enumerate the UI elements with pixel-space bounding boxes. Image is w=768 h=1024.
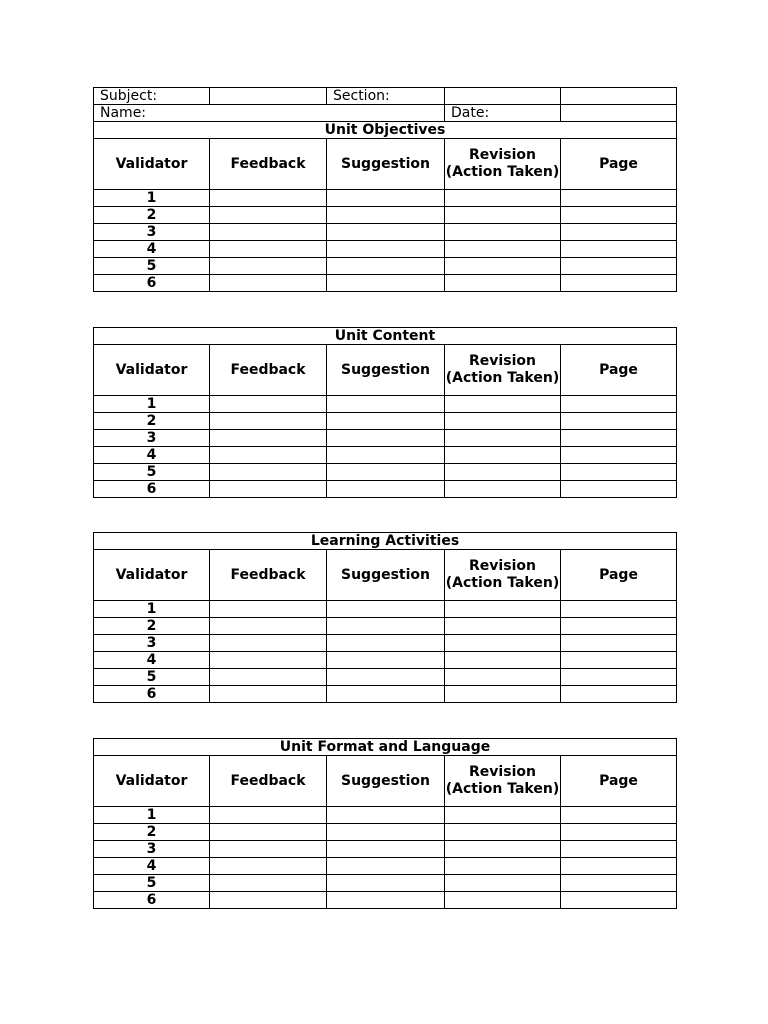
feedback-cell[interactable]	[210, 875, 327, 892]
date-field[interactable]	[561, 105, 677, 122]
unit-objectives-table	[93, 87, 677, 292]
table-row	[94, 635, 677, 652]
feedback-cell[interactable]	[210, 481, 327, 498]
suggestion-cell[interactable]	[327, 413, 445, 430]
validator-number: 4	[94, 652, 210, 669]
suggestion-header: Suggestion	[327, 756, 445, 807]
page-header: Page	[561, 550, 677, 601]
page-cell[interactable]	[561, 807, 677, 824]
page-cell[interactable]	[561, 686, 677, 703]
feedback-cell[interactable]	[210, 841, 327, 858]
validator-number: 4	[94, 858, 210, 875]
revision-cell[interactable]	[445, 875, 561, 892]
revision-cell[interactable]	[445, 618, 561, 635]
revision-cell[interactable]	[445, 413, 561, 430]
validator-number: 2	[94, 413, 210, 430]
table-row	[94, 892, 677, 909]
header-row	[94, 756, 677, 807]
table-row	[94, 258, 677, 275]
revision-cell[interactable]	[445, 275, 561, 292]
feedback-cell[interactable]	[210, 207, 327, 224]
header-row	[94, 345, 677, 396]
table-row	[94, 413, 677, 430]
section-title-row	[94, 122, 677, 139]
validator-number: 4	[94, 241, 210, 258]
suggestion-cell[interactable]	[327, 686, 445, 703]
table-row	[94, 275, 677, 292]
revision-header: Revision (Action Taken)	[445, 550, 561, 601]
feedback-cell[interactable]	[210, 258, 327, 275]
table-row	[94, 464, 677, 481]
section-label: Section:	[327, 88, 445, 105]
header-row	[94, 550, 677, 601]
revision-cell[interactable]	[445, 601, 561, 618]
table-row	[94, 207, 677, 224]
page-cell[interactable]	[561, 207, 677, 224]
feedback-cell[interactable]	[210, 824, 327, 841]
section-title: Unit Objectives	[94, 122, 677, 139]
validator-number: 1	[94, 190, 210, 207]
feedback-cell[interactable]	[210, 686, 327, 703]
suggestion-cell[interactable]	[327, 190, 445, 207]
section-title-row	[94, 533, 677, 550]
feedback-cell[interactable]	[210, 464, 327, 481]
feedback-cell[interactable]	[210, 430, 327, 447]
revision-cell[interactable]	[445, 241, 561, 258]
feedback-cell[interactable]	[210, 224, 327, 241]
revision-cell[interactable]	[445, 447, 561, 464]
page-cell[interactable]	[561, 224, 677, 241]
name-label[interactable]: Name:	[94, 105, 445, 122]
revision-cell[interactable]	[445, 190, 561, 207]
revision-cell[interactable]	[445, 841, 561, 858]
suggestion-cell[interactable]	[327, 892, 445, 909]
revision-cell[interactable]	[445, 824, 561, 841]
subject-field[interactable]	[210, 88, 327, 105]
table-row	[94, 447, 677, 464]
page-cell[interactable]	[561, 258, 677, 275]
validator-number: 3	[94, 224, 210, 241]
suggestion-cell[interactable]	[327, 241, 445, 258]
page-cell[interactable]	[561, 447, 677, 464]
feedback-cell[interactable]	[210, 635, 327, 652]
feedback-cell[interactable]	[210, 892, 327, 909]
page-header: Page	[561, 756, 677, 807]
suggestion-header: Suggestion	[327, 550, 445, 601]
feedback-header: Feedback	[210, 139, 327, 190]
learning-activities-table	[93, 532, 677, 703]
suggestion-cell[interactable]	[327, 841, 445, 858]
revision-cell[interactable]	[445, 892, 561, 909]
section-field[interactable]	[445, 88, 561, 105]
table-row	[94, 824, 677, 841]
table-row	[94, 858, 677, 875]
suggestion-header: Suggestion	[327, 139, 445, 190]
suggestion-cell[interactable]	[327, 807, 445, 824]
revision-header: Revision (Action Taken)	[445, 345, 561, 396]
page-cell[interactable]	[561, 841, 677, 858]
table-row	[94, 224, 677, 241]
page-cell[interactable]	[561, 858, 677, 875]
feedback-cell[interactable]	[210, 447, 327, 464]
feedback-cell[interactable]	[210, 807, 327, 824]
validator-number: 5	[94, 669, 210, 686]
table-row	[94, 481, 677, 498]
suggestion-cell[interactable]	[327, 464, 445, 481]
page-cell[interactable]	[561, 669, 677, 686]
feedback-header: Feedback	[210, 345, 327, 396]
validator-number: 5	[94, 875, 210, 892]
suggestion-cell[interactable]	[327, 275, 445, 292]
page-cell[interactable]	[561, 824, 677, 841]
page-cell[interactable]	[561, 413, 677, 430]
validator-number: 6	[94, 481, 210, 498]
table-row	[94, 241, 677, 258]
feedback-cell[interactable]	[210, 413, 327, 430]
page-cell[interactable]	[561, 601, 677, 618]
revision-cell[interactable]	[445, 686, 561, 703]
section-title: Unit Content	[94, 328, 677, 345]
revision-cell[interactable]	[445, 430, 561, 447]
revision-cell[interactable]	[445, 858, 561, 875]
suggestion-cell[interactable]	[327, 481, 445, 498]
feedback-cell[interactable]	[210, 396, 327, 413]
validator-header: Validator	[94, 756, 210, 807]
revision-header: Revision (Action Taken)	[445, 139, 561, 190]
feedback-cell[interactable]	[210, 618, 327, 635]
table-row	[94, 430, 677, 447]
info-row-subject	[94, 88, 677, 105]
validator-number: 4	[94, 447, 210, 464]
table-row	[94, 652, 677, 669]
validator-number: 1	[94, 601, 210, 618]
suggestion-cell[interactable]	[327, 447, 445, 464]
page-cell[interactable]	[561, 464, 677, 481]
suggestion-cell[interactable]	[327, 824, 445, 841]
page-cell[interactable]	[561, 892, 677, 909]
suggestion-cell[interactable]	[327, 618, 445, 635]
suggestion-cell[interactable]	[327, 224, 445, 241]
validator-number: 3	[94, 841, 210, 858]
page-cell[interactable]	[561, 430, 677, 447]
validator-number: 5	[94, 258, 210, 275]
suggestion-cell[interactable]	[327, 258, 445, 275]
section-field-extra[interactable]	[561, 88, 677, 105]
suggestion-cell[interactable]	[327, 875, 445, 892]
validator-number: 6	[94, 892, 210, 909]
revision-cell[interactable]	[445, 224, 561, 241]
revision-cell[interactable]	[445, 652, 561, 669]
feedback-header: Feedback	[210, 756, 327, 807]
feedback-cell[interactable]	[210, 241, 327, 258]
feedback-header: Feedback	[210, 550, 327, 601]
validator-number: 2	[94, 824, 210, 841]
feedback-cell[interactable]	[210, 669, 327, 686]
page-cell[interactable]	[561, 618, 677, 635]
page-cell[interactable]	[561, 875, 677, 892]
table-row	[94, 875, 677, 892]
table-row	[94, 807, 677, 824]
section-title: Unit Format and Language	[94, 739, 677, 756]
section-title-row	[94, 328, 677, 345]
page-cell[interactable]	[561, 190, 677, 207]
validator-header: Validator	[94, 550, 210, 601]
validator-number: 2	[94, 207, 210, 224]
page-cell[interactable]	[561, 652, 677, 669]
suggestion-cell[interactable]	[327, 652, 445, 669]
table-row	[94, 841, 677, 858]
table-row	[94, 396, 677, 413]
validator-number: 1	[94, 807, 210, 824]
revision-cell[interactable]	[445, 464, 561, 481]
page-cell[interactable]	[561, 241, 677, 258]
revision-cell[interactable]	[445, 669, 561, 686]
suggestion-cell[interactable]	[327, 430, 445, 447]
table-row	[94, 601, 677, 618]
feedback-cell[interactable]	[210, 275, 327, 292]
section-title: Learning Activities	[94, 533, 677, 550]
suggestion-cell[interactable]	[327, 635, 445, 652]
unit-content-table	[93, 327, 677, 498]
revision-header: Revision (Action Taken)	[445, 756, 561, 807]
header-row	[94, 139, 677, 190]
table-row	[94, 686, 677, 703]
table-row	[94, 190, 677, 207]
revision-cell[interactable]	[445, 635, 561, 652]
validator-number: 6	[94, 686, 210, 703]
validator-number: 6	[94, 275, 210, 292]
unit-format-language-table	[93, 738, 677, 909]
page-cell[interactable]	[561, 275, 677, 292]
page-header: Page	[561, 345, 677, 396]
info-row-name	[94, 105, 677, 122]
validator-number: 3	[94, 430, 210, 447]
page-cell[interactable]	[561, 396, 677, 413]
revision-cell[interactable]	[445, 258, 561, 275]
validator-number: 3	[94, 635, 210, 652]
page-cell[interactable]	[561, 481, 677, 498]
validator-number: 1	[94, 396, 210, 413]
subject-label: Subject:	[94, 88, 210, 105]
validator-header: Validator	[94, 345, 210, 396]
feedback-cell[interactable]	[210, 858, 327, 875]
date-label: Date:	[445, 105, 561, 122]
feedback-cell[interactable]	[210, 652, 327, 669]
suggestion-cell[interactable]	[327, 858, 445, 875]
table-row	[94, 618, 677, 635]
section-title-row	[94, 739, 677, 756]
suggestion-cell[interactable]	[327, 396, 445, 413]
validator-number: 2	[94, 618, 210, 635]
table-row	[94, 669, 677, 686]
suggestion-cell[interactable]	[327, 207, 445, 224]
suggestion-cell[interactable]	[327, 601, 445, 618]
suggestion-cell[interactable]	[327, 669, 445, 686]
validator-header: Validator	[94, 139, 210, 190]
revision-cell[interactable]	[445, 207, 561, 224]
page-cell[interactable]	[561, 635, 677, 652]
page-header: Page	[561, 139, 677, 190]
validator-number: 5	[94, 464, 210, 481]
revision-cell[interactable]	[445, 481, 561, 498]
revision-cell[interactable]	[445, 396, 561, 413]
feedback-cell[interactable]	[210, 190, 327, 207]
revision-cell[interactable]	[445, 807, 561, 824]
suggestion-header: Suggestion	[327, 345, 445, 396]
feedback-cell[interactable]	[210, 601, 327, 618]
